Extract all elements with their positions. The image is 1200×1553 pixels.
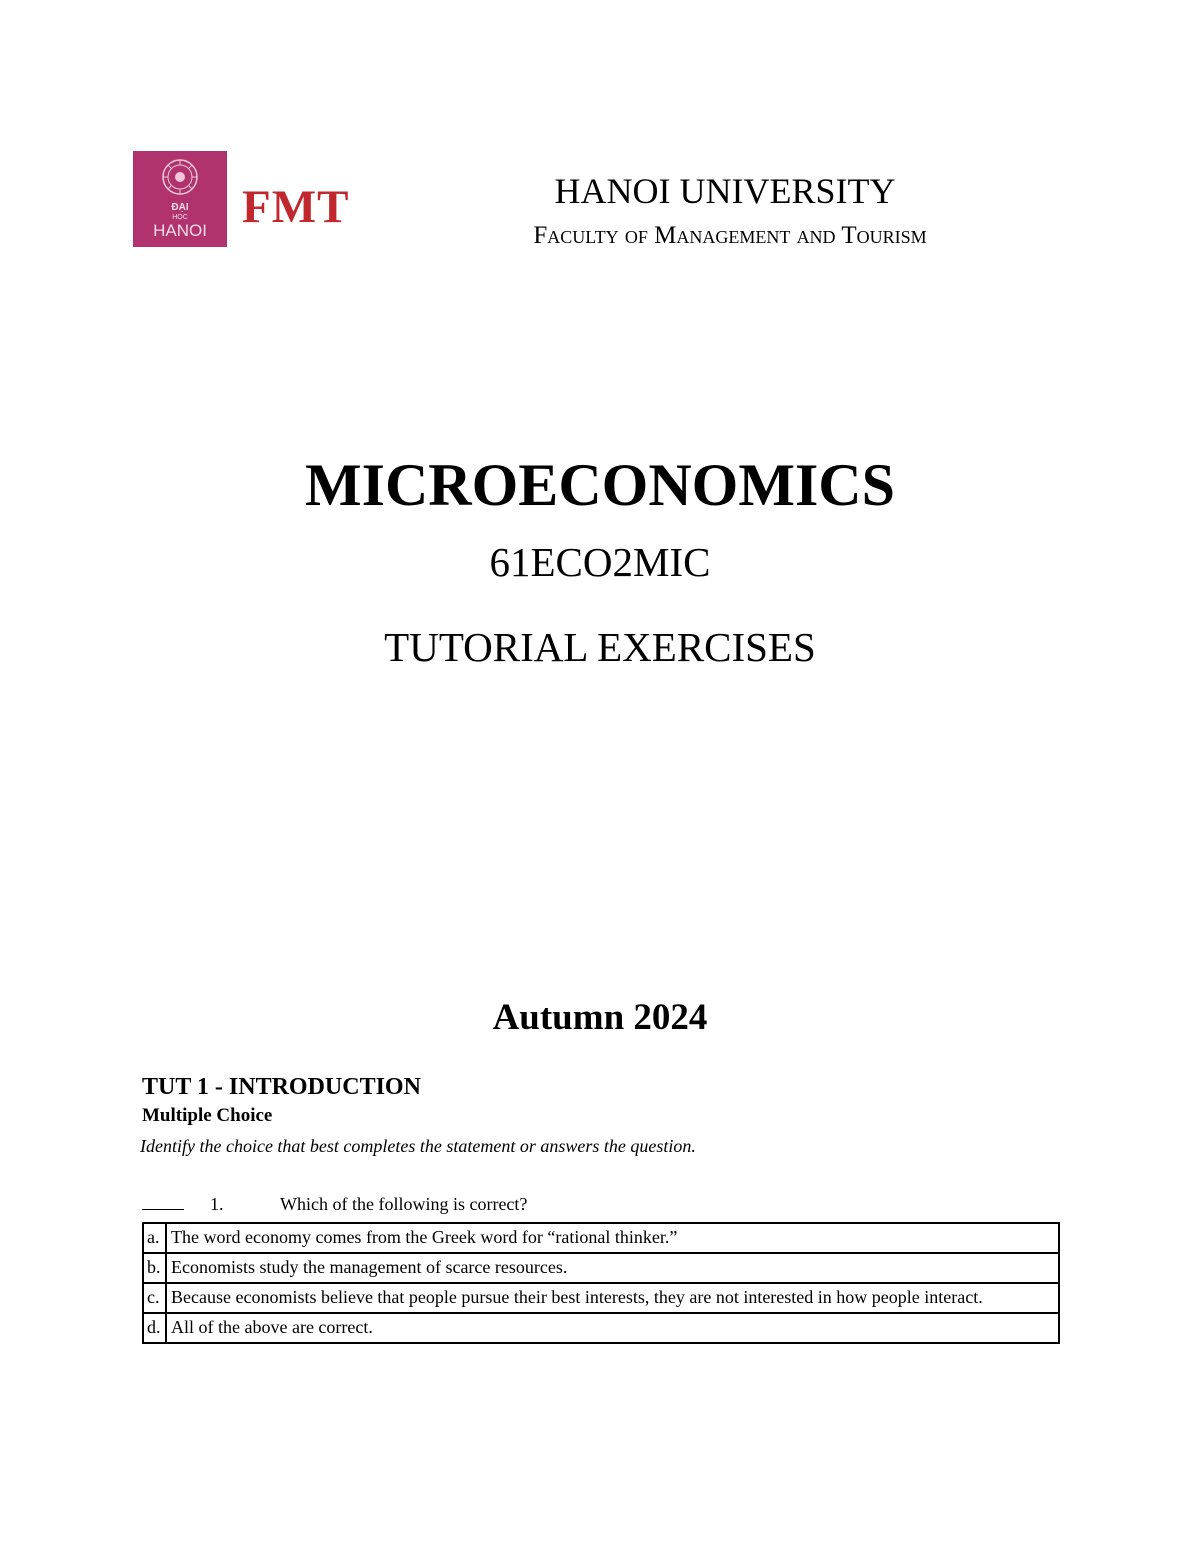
question-text: Which of the following is correct? [280,1194,528,1214]
fmt-logo-text: FMT [242,181,350,233]
choice-letter: b. [143,1253,166,1283]
university-logo [133,151,227,247]
logo-text-hanoi: HANOI [153,221,207,240]
question-line [142,1193,527,1216]
choice-text: All of the above are correct. [166,1313,1059,1343]
university-name: HANOI UNIVERSITY [554,171,896,211]
choice-letter: a. [143,1223,166,1253]
choice-row [143,1223,1059,1253]
section-heading: Multiple Choice [142,1105,273,1126]
question-number: 1. [210,1194,224,1214]
course-code: 61ECO2MIC [489,539,711,585]
choices-table [142,1222,1060,1344]
instructions-text: Identify the choice that best completes the statement or answers the question. [140,1136,696,1156]
course-title: MICROECONOMICS [304,452,895,518]
answer-blank [142,1193,184,1210]
choice-text: The word economy comes from the Greek word for “rational thinker.” [166,1223,1059,1253]
choice-text: Because economists believe that people pursue their best interests, they are not interested in how people interact. [166,1283,1059,1313]
term-label: Autumn 2024 [492,997,708,1038]
choice-row [143,1313,1059,1343]
tutorial-heading: TUT 1 - INTRODUCTION [142,1074,421,1100]
logo-text-dai: ĐẠI [171,202,189,213]
faculty-name: Faculty of Management and Tourism [533,222,927,249]
choice-letter: c. [143,1283,166,1313]
choice-row [143,1253,1059,1283]
document-subtitle: TUTORIAL EXERCISES [384,624,816,670]
choice-text: Economists study the management of scarce resources. [166,1253,1059,1283]
logo-text-hoc: HỌC [172,214,188,221]
choice-letter: d. [143,1313,166,1343]
choice-row [143,1283,1059,1313]
